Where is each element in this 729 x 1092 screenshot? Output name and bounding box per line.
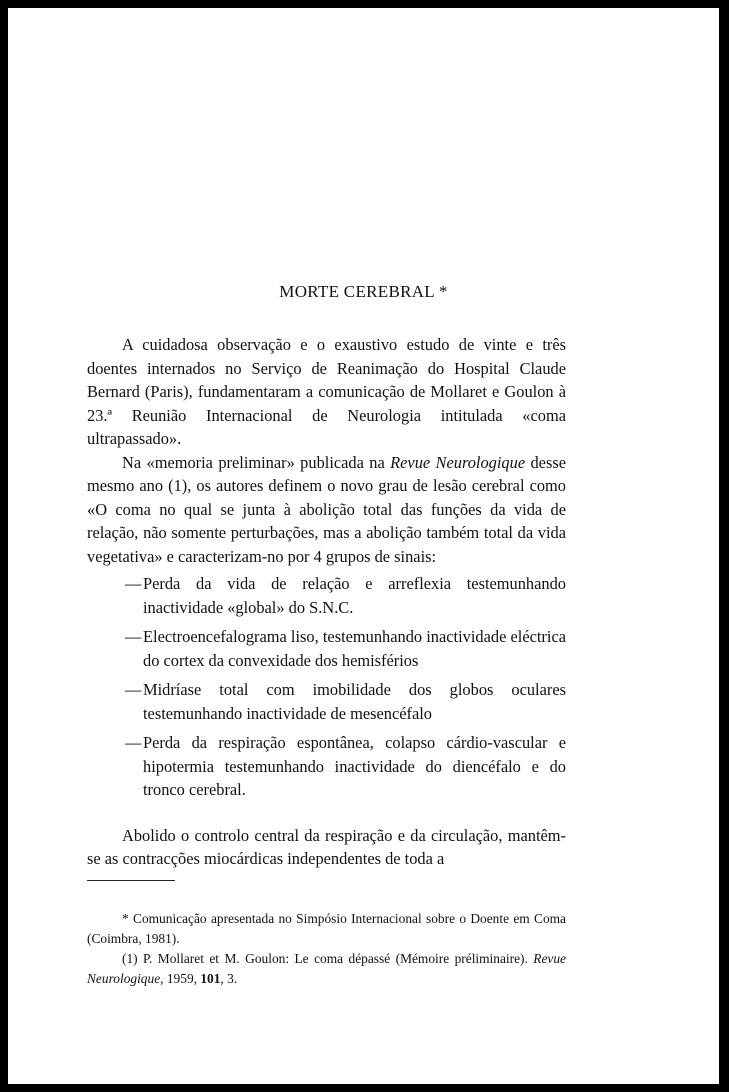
list-item [87,678,566,725]
page-title: MORTE CEREBRAL * [279,282,448,302]
footnotes [87,909,566,988]
list-item-text: Perda da vida de relação e arreflexia testemunhando inactividade «global» do S.N.C. [143,574,566,617]
footnote-2-before: (1) P. Mollaret et M. Goulon: Le coma dépassé (Mémoire préliminaire). [122,951,534,966]
list-item [87,731,566,802]
paragraph-definition-before: Na «memoria preliminar» publicada na [122,452,391,472]
document-page [8,8,719,1084]
list-dash: — [125,627,142,646]
journal-title: Revue Neurologique [390,452,526,472]
list-item-text: Midríase total com imobilidade dos globos oculares testemunhando inactividade de mesencéfalo [143,680,566,723]
footnote-2 [87,949,566,988]
list-dash: — [125,680,142,699]
list-item [87,572,566,619]
paragraph-closing: Abolido o controlo central da respiração e da circulação, mantêm-se as contracções miocárdicas independentes de toda a [87,825,566,868]
footnote-divider [87,880,175,881]
footnote-journal: Revue Neurologique [87,951,566,986]
paragraph-intro: A cuidadosa observação e o exaustivo estudo de vinte e três doentes internados no Serviço de Reanimação do Hospital Claude Bernard (Paris), fundamentaram a comunicação de Mollaret e Goulon à 23.ª Reunião Internacional de Neurologia intitulada «coma ultrapassado». [87,335,566,448]
body-text [87,333,566,871]
paragraph-definition-after: desse mesmo ano (1), os autores definem o novo grau de lesão cerebral como «O coma no qual se junta à abolição total das funções da vida de relação, não somente perturbações, mas a abolição também total da vida vegetativa» e caracterizam-no por 4 grupos de sinais: [87,452,566,566]
list-item-text: Electroencefalograma liso, testemunhando inactividade eléctrica do cortex da convexidade dos hemisférios [143,627,566,670]
footnote-year: , 1959, [160,970,201,986]
list-dash: — [125,733,142,752]
paragraph-definition [87,451,566,569]
list-item [87,625,566,672]
footnote-page: , 3. [220,970,238,986]
list-item-text: Perda da respiração espontânea, colapso cárdio-vascular e hipotermia testemunhando inactividade do diencéfalo e do tronco cerebral. [143,733,566,799]
signs-list [87,572,566,802]
footnote-volume: 101 [200,970,221,986]
list-dash: — [125,574,142,593]
footnote-1: * Comunicação apresentada no Simpósio Internacional sobre o Doente em Coma (Coimbra, 1981). [87,911,566,946]
